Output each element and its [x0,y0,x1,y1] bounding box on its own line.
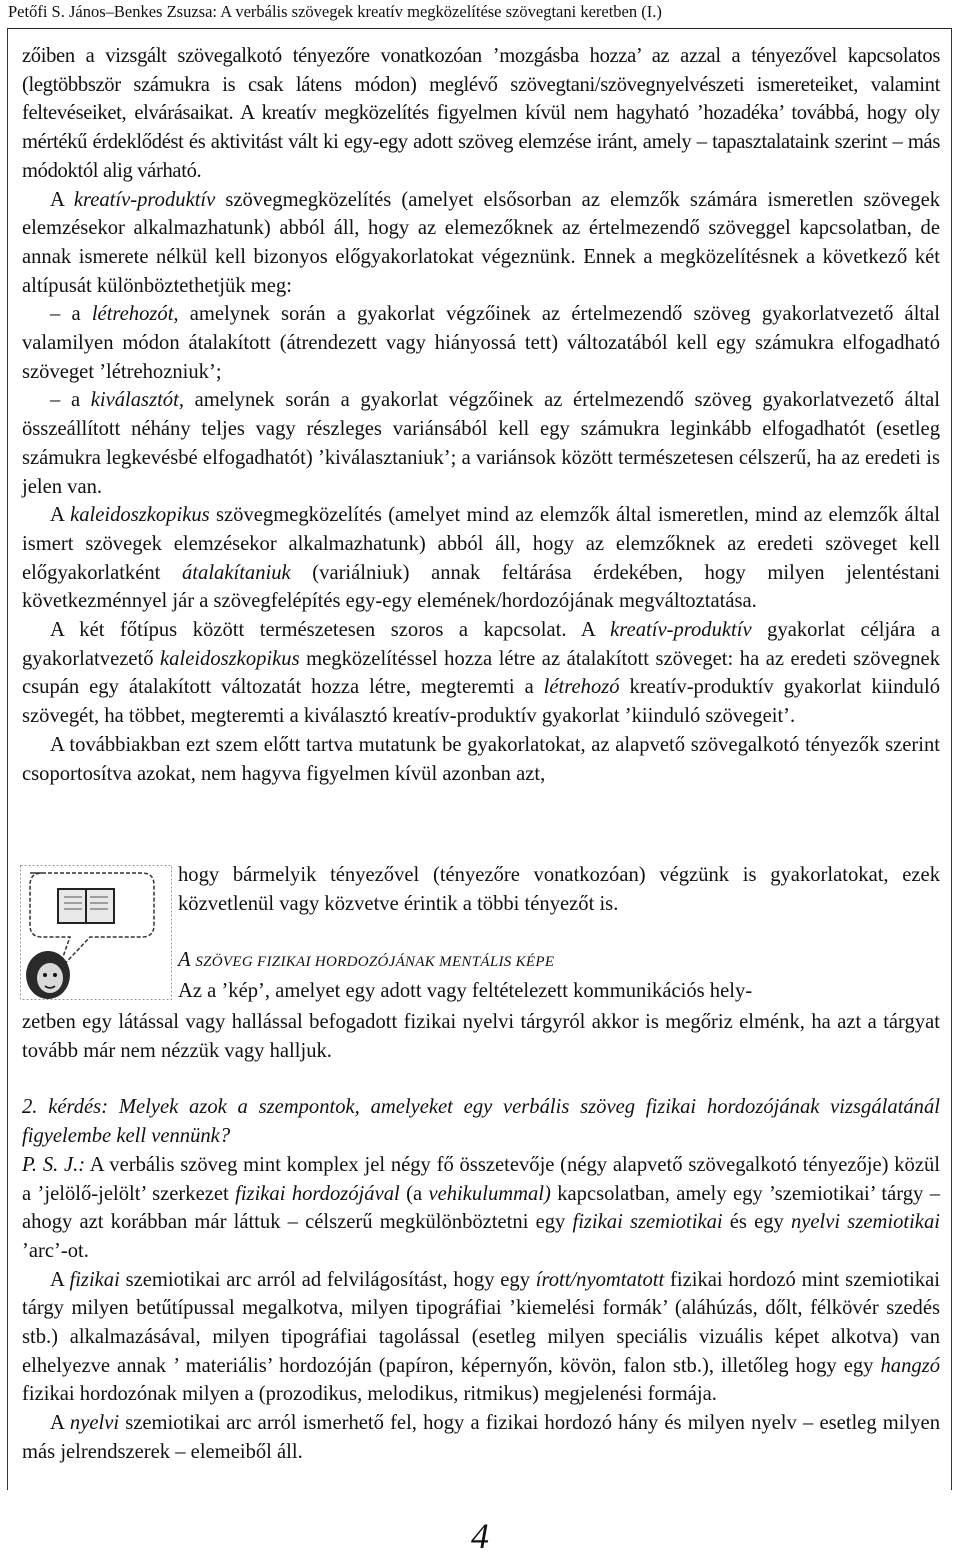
paragraph-5: A továbbiakban ezt szem előtt tartva mutatunk be gyakorlatokat, az alapvető szövegalkotó tényezők szerint csoportosítva azokat, nem hagyva figyelmen kívül azonban azt, [22,733,940,785]
list-item-letrehozo: – a létrehozót, amelynek során a gyakorlat végzőinek az értelmezendő szöveg gyakorlatvezető által valamilyen módon átalakított (átrendezett vagy hiányossá tett) változatából kell egy számukra elfogadható szöveget ’létrehozniuk’; [22,303,941,383]
right-margin-rule [951,28,952,1490]
paragraph-5-continued: hogy bármelyik tényezővel (tényezőre vonatkozóan) végzünk is gyakorlatokat, ezek közvetlenül vagy közvetve érintik a többi tényezőt is. [178,864,940,915]
paragraph-1: zőiben a vizsgált szövegalkotó tényezőre vonatkozóan ’mozgásba hozza’ az azzal a tényezővel kapcsolatos (legtöbbször számukra is csak látens módon) meglévő szövegtani/szövegnyelvészeti ismereteiket, valamint feltevéseiket, elvárásaikat. A kreatív megközelítés figyelmen kívül nem hagyható ’hozadéka’ továbbá, hogy oly mértékű érdeklődést és aktivitást vált ki egy-egy adott szöveg elemzése iránt, amely – tapasztalataink szerint – más módoktól alig várható. [22,45,940,182]
section-heading: A SZÖVEG FIZIKAI HORDOZÓJÁNAK MENTÁLIS KÉPE [178,949,555,972]
left-margin-rule [7,28,8,1490]
paragraph-2: A kreatív-produktív szövegmegközelítés (amelyet elsősorban az elemzők számára ismeretlen szövegek elemzésekor alkalmazhatunk) abból áll, hogy az elemezőknek az értelmezendő szöveggel kapcsolatban, de annak ismerete nélkül kell bizonyos előgyakorlatokat végeznünk. Ennek a megközelítésnek a következő két altípusát különböztethetjük meg: [22,188,941,297]
wrapped-text-block [178,861,940,1006]
running-title: Petőfi S. János–Benkes Zsuzsa: A verbális szövegek kreatív megközelítése szövegtani keretben (I.) [8,2,662,21]
paragraph-3: A kaleidoszkopikus szövegmegközelítés (amelyet mind az elemzők által ismeretlen, mind az elemzők által ismert szövegek elemzésekor alkalmazhatunk) abból áll, hogy az elemzőknek az eredeti szöveget kell előgyakorlatként átalakítaniuk (variálniuk) annak feltárása érdekében, hogy milyen jelentéstani következménnyel jár a szövegfelépítés egy-egy elemének/hordozójának megváltoztatása. [22,504,940,613]
paragraph-8: A nyelvi szemiotikai arc arról ismerhető fel, hogy a fizikai hordozó hány és milyen nyelv – esetleg milyen más jelrendszerek – elemeiből áll. [22,1412,940,1463]
question-2: 2. kérdés: Melyek azok a szempontok, amelyeket egy verbális szöveg fizikai hordozójának vizsgálatánál figyelembe kell vennünk? [22,1096,940,1148]
paragraph-6-rest: zetben egy látással vagy hallással befogadott fizikai nyelvi tárgyról akkor is megőriz elménk, ha azt a tárgyat tovább már nem nézzük vagy halljuk. [22,1011,940,1062]
main-text-top [22,42,940,788]
paragraph-6-start: Az a ’kép’, amelyet egy adott vagy feltételezett kommunikációs hely- [178,980,753,1003]
paragraph-7: A fizikai szemiotikai arc arról ad felvilágosítást, hogy egy írott/nyomtatott fizikai hordozó mint szemiotikai tárgy milyen betűtípussal megalkotva, milyen tipográfiai ’kiemelési formák’ (aláhúzás, dőlt, félkövér szedés stb.) alkalmazásával, milyen tipográfiai tagolással (esetleg milyen speciális vizuális képet alkotva) van elhelyezve annak ’ materiális’ hordozóján (papíron, képernyőn, kövön, falon stb.), illetőleg hogy egy hangzó fizikai hordozónak milyen a (prozodikus, melodikus, ritmikus) megjelenési formája. [22,1268,941,1406]
paragraph-4: A két főtípus között természetesen szoros a kapcsolat. A kreatív-produktív gyakorlat céljára a gyakorlatvezető kaleidoszkopikus megközelítéssel hozza létre az átalakított szöveget: ha az eredeti szövegnek csupán egy átalakított változatát hozza létre, megteremti a létrehozó kreatív-produktív gyakorlat kiinduló szövegét, ha többet, megteremti a kiválasztó kreatív-produktív gyakorlat ’kiinduló szövegeit’. [22,619,940,728]
page-number: 4 [471,1516,489,1556]
main-text-bottom [22,1008,940,1467]
list-item-kivalaszto: – a kiválasztót, amelynek során a gyakorlat végzőinek az értelmezendő szöveg gyakorlatvezető által összeállított néhány teljes vagy részleges variánsából kell egy számukra leginkább elfogadhatót (esetleg számukra legkevésbé elfogadhatót) ’kiválasztaniuk’; a variánsok között természetesen célszerű, ha az eredeti is jelen van. [22,389,940,498]
running-header [8,0,952,29]
speech-bubble-book-portrait-icon [20,865,172,1000]
answer-paragraph: P. S. J.: A verbális szöveg mint komplex jel négy fő összetevője (négy alapvető szövegalkotó tényezője) közül a ’jelölő-jelölt’ szerkezet fizikai hordozójával (a vehikulummal) kapcsolatban, amely egy ’szemiotikai’ tárgy – ahogy azt korábban már láttuk – célszerű megkülönböztetni egy fizikai szemiotikai és egy nyelvi szemiotikai ’arc’-ot. [22,1153,940,1262]
